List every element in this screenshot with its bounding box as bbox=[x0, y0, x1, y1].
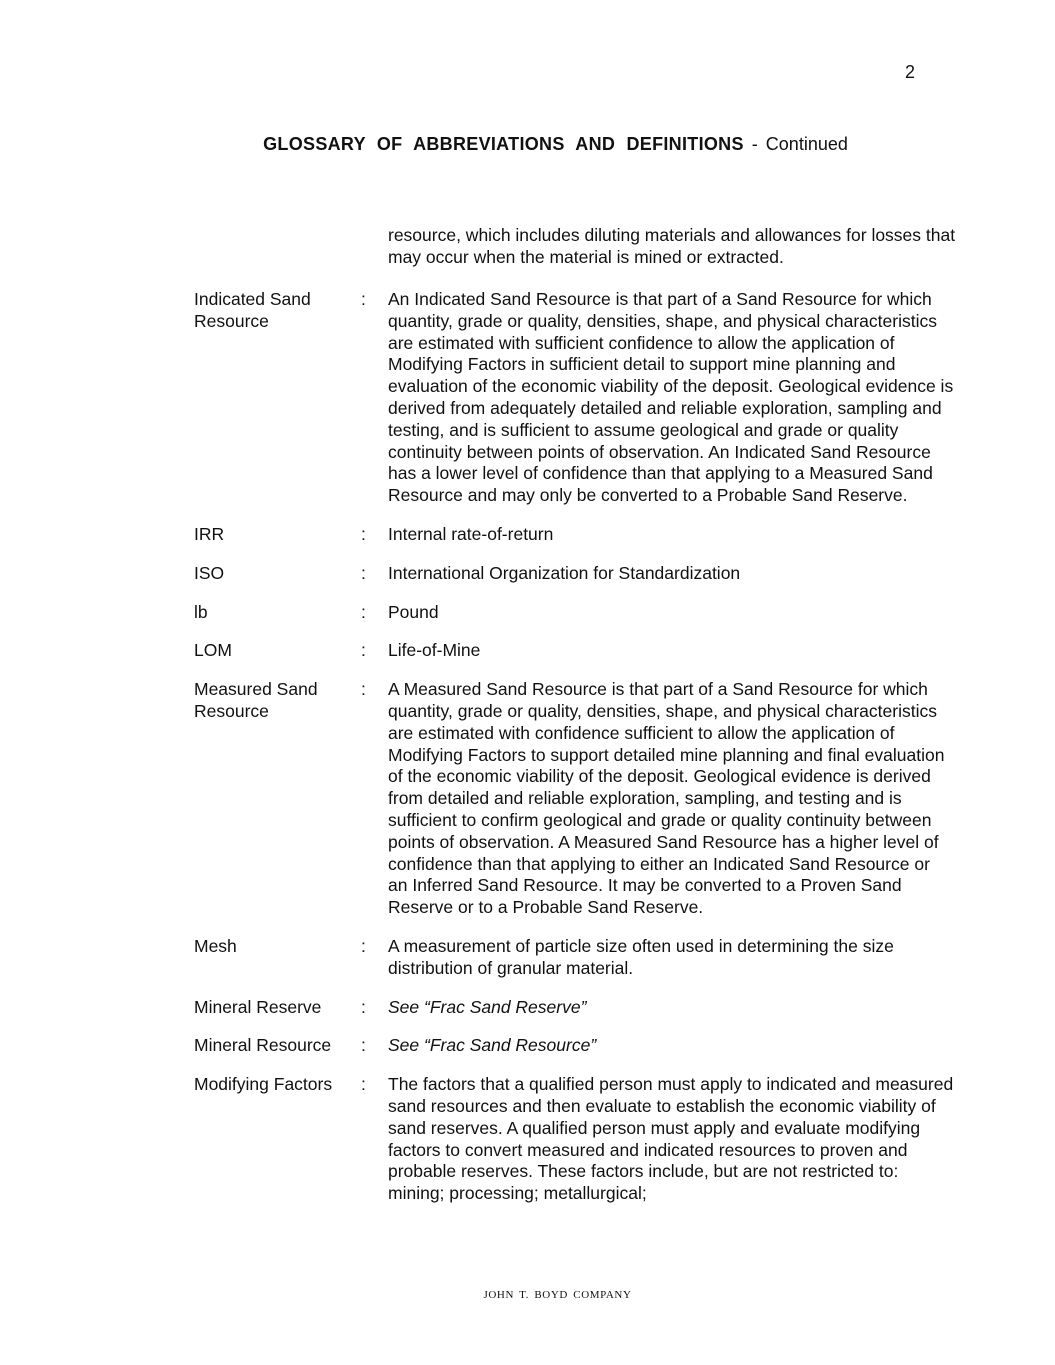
term: Modifying Factors bbox=[194, 1074, 333, 1095]
glossary-entry-lom bbox=[194, 640, 954, 662]
colon: : bbox=[361, 523, 366, 544]
colon: : bbox=[361, 996, 366, 1017]
glossary-entry-modifying-factors bbox=[194, 1074, 954, 1205]
term: Mineral Reserve bbox=[194, 996, 322, 1017]
definition: A measurement of particle size often used in determining the size distribution of granular material. bbox=[388, 935, 894, 978]
glossary-entry-mesh bbox=[194, 936, 954, 980]
colon: : bbox=[361, 1035, 366, 1056]
definition: The factors that a qualified person must apply to indicated and measured sand resources and then evaluate to establish the economic viability of sand reserves. A qualified person must apply and evaluate modifying factors to convert measured and indicated resources to proven and probable reserves. These factors include, but are not restricted to: mining; processing; metallurgical; bbox=[388, 1074, 954, 1204]
glossary-list bbox=[194, 289, 954, 1222]
definition: See “Frac Sand Resource” bbox=[388, 1035, 597, 1056]
colon: : bbox=[361, 289, 366, 309]
glossary-entry-measured-sand-resource bbox=[194, 679, 954, 919]
continued-label: Continued bbox=[765, 134, 848, 154]
term: lb bbox=[194, 601, 208, 622]
term: ISO bbox=[194, 562, 225, 583]
term: LOM bbox=[194, 640, 232, 661]
glossary-entry-irr bbox=[194, 524, 954, 546]
definition: Internal rate-of-return bbox=[388, 523, 554, 544]
glossary-entry-mineral-reserve bbox=[194, 997, 954, 1019]
definition: International Organization for Standardization bbox=[388, 562, 741, 583]
colon: : bbox=[361, 679, 366, 700]
term: IRR bbox=[194, 523, 225, 544]
definition: Pound bbox=[388, 601, 439, 622]
page-title bbox=[0, 134, 1055, 155]
term: Mineral Resource bbox=[194, 1035, 332, 1056]
definition: An Indicated Sand Resource is that part of a Sand Resource for which quantity, grade or quality, densities, shape, and physical characteristics are estimated with sufficient confidence to allow the application of Modifying Factors in sufficient detail to support mine planning and evaluation of the economic viability of the deposit. Geological evidence is derived from adequately detailed and reliable exploration, sampling and testing, and is sufficient to assume geological and grade or quality continuity between points of observation. An Indicated Sand Resource has a lower level of confidence than that applying to a Measured Sand Resource and may only be converted to a Probable Sand Reserve. bbox=[388, 289, 954, 506]
term: Measured Sand Resource bbox=[194, 679, 318, 721]
page-number: 2 bbox=[905, 62, 916, 82]
glossary-entry-lb bbox=[194, 602, 954, 624]
definition: See “Frac Sand Reserve” bbox=[388, 996, 587, 1017]
term: Indicated Sand Resource bbox=[194, 289, 311, 331]
term: Mesh bbox=[194, 935, 237, 956]
glossary-entry-indicated-sand-resource bbox=[194, 289, 954, 507]
footer-company: JOHN T. BOYD COMPANY bbox=[483, 1289, 632, 1301]
definition: A Measured Sand Resource is that part of a Sand Resource for which quantity, grade or quality, densities, shape, and physical characteristics are estimated with confidence sufficient to allow the application of Modifying Factors to support detailed mine planning and final evaluation of the economic viability of the deposit. Geological evidence is derived from detailed and reliable exploration, sampling, and testing and is sufficient to confirm geological and grade or quality continuity between points of observation. A Measured Sand Resource has a higher level of confidence than that applying to either an Indicated Sand Resource or an Inferred Sand Resource. It may be converted to a Proven Sand Reserve or to a Probable Sand Reserve. bbox=[388, 679, 945, 918]
glossary-title: GLOSSARY OF ABBREVIATIONS AND DEFINITIONS bbox=[263, 134, 744, 154]
colon: : bbox=[361, 1074, 366, 1095]
glossary-entry-iso bbox=[194, 563, 954, 585]
glossary-entry-mineral-resource bbox=[194, 1035, 954, 1057]
definition: Life-of-Mine bbox=[388, 640, 481, 661]
colon: : bbox=[361, 640, 366, 661]
continuation-text: resource, which includes diluting materials and allowances for losses that may occur when the material is mined or extracted. bbox=[388, 225, 956, 267]
colon: : bbox=[361, 935, 366, 956]
colon: : bbox=[361, 562, 366, 583]
title-separator: - bbox=[751, 134, 758, 154]
colon: : bbox=[361, 601, 366, 622]
